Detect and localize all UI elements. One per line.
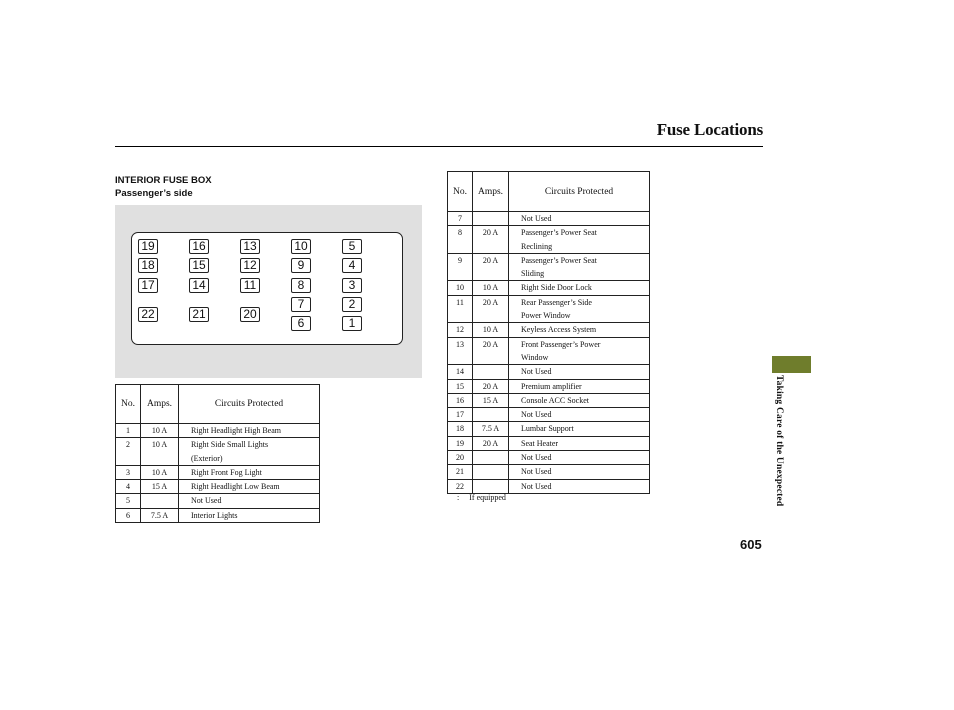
fuse-22: 22	[138, 307, 158, 322]
table-row: 8 20 A Passenger’s Power Seat Reclining	[448, 226, 650, 254]
table-row: 2 10 A Right Side Small Lights (Exterior)	[116, 438, 320, 466]
col-header-circuits: Circuits Protected	[509, 172, 650, 212]
section-tab	[772, 356, 811, 373]
col-header-amps: Amps.	[473, 172, 509, 212]
table-row: 19 20 A Seat Heater	[448, 436, 650, 450]
table-row: 10 10 A Right Side Door Lock	[448, 281, 650, 295]
table-row: 17 Not Used	[448, 408, 650, 422]
chapter-side-label: Taking Care of the Unexpected	[774, 375, 784, 507]
table-row: 18 7.5 A Lumbar Support	[448, 422, 650, 436]
fuse-13: 13	[240, 239, 260, 254]
section-subtitle: Passenger’s side	[115, 188, 193, 199]
fuse-12: 12	[240, 258, 260, 273]
footnote	[457, 493, 506, 502]
table-row: 5 Not Used	[116, 494, 320, 508]
page-number: 605	[740, 537, 762, 552]
table-row: 13 20 A Front Passenger’s Power Window	[448, 337, 650, 365]
fuse-8: 8	[291, 278, 311, 293]
page-title: Fuse Locations	[656, 120, 763, 139]
footnote-text: If equipped	[469, 493, 506, 502]
col-header-no: No.	[116, 385, 141, 424]
fuse-20: 20	[240, 307, 260, 322]
fuse-4: 4	[342, 258, 362, 273]
fuse-1: 1	[342, 316, 362, 331]
fuse-2: 2	[342, 297, 362, 312]
table-row: 21 Not Used	[448, 465, 650, 479]
col-header-no: No.	[448, 172, 473, 212]
table-row: 15 20 A Premium amplifier	[448, 379, 650, 393]
fuse-box-diagram	[131, 232, 403, 345]
fuse-6: 6	[291, 316, 311, 331]
table-row: 7 Not Used	[448, 212, 650, 226]
fuse-7: 7	[291, 297, 311, 312]
fuse-21: 21	[189, 307, 209, 322]
col-header-circuits: Circuits Protected	[179, 385, 320, 424]
table-row: 3 10 A Right Front Fog Light	[116, 465, 320, 479]
table-row: 1 10 A Right Headlight High Beam	[116, 424, 320, 438]
table-row: 11 20 A Rear Passenger’s Side Power Window	[448, 295, 650, 323]
table-row: 14 Not Used	[448, 365, 650, 379]
footnote-mark: :	[457, 493, 460, 502]
table-row: 22 Not Used	[448, 479, 650, 493]
fuse-14: 14	[189, 278, 209, 293]
table-row: 9 20 A Passenger’s Power Seat Sliding	[448, 253, 650, 281]
section-title: INTERIOR FUSE BOX	[115, 175, 212, 186]
fuse-table-right	[447, 171, 650, 494]
fuse-18: 18	[138, 258, 158, 273]
table-row: 16 15 A Console ACC Socket	[448, 393, 650, 407]
title-rule	[115, 146, 763, 147]
table-row: 4 15 A Right Headlight Low Beam	[116, 480, 320, 494]
fuse-10: 10	[291, 239, 311, 254]
fuse-17: 17	[138, 278, 158, 293]
fuse-9: 9	[291, 258, 311, 273]
fuse-19: 19	[138, 239, 158, 254]
fuse-15: 15	[189, 258, 209, 273]
section-heading	[115, 174, 212, 200]
table-row: 6 7.5 A Interior Lights	[116, 508, 320, 522]
col-header-amps: Amps.	[141, 385, 179, 424]
table-row: 12 10 A Keyless Access System	[448, 323, 650, 337]
fuse-3: 3	[342, 278, 362, 293]
fuse-table-left	[115, 384, 320, 523]
fuse-5: 5	[342, 239, 362, 254]
fuse-16: 16	[189, 239, 209, 254]
fuse-11: 11	[240, 278, 260, 293]
table-row: 20 Not Used	[448, 451, 650, 465]
